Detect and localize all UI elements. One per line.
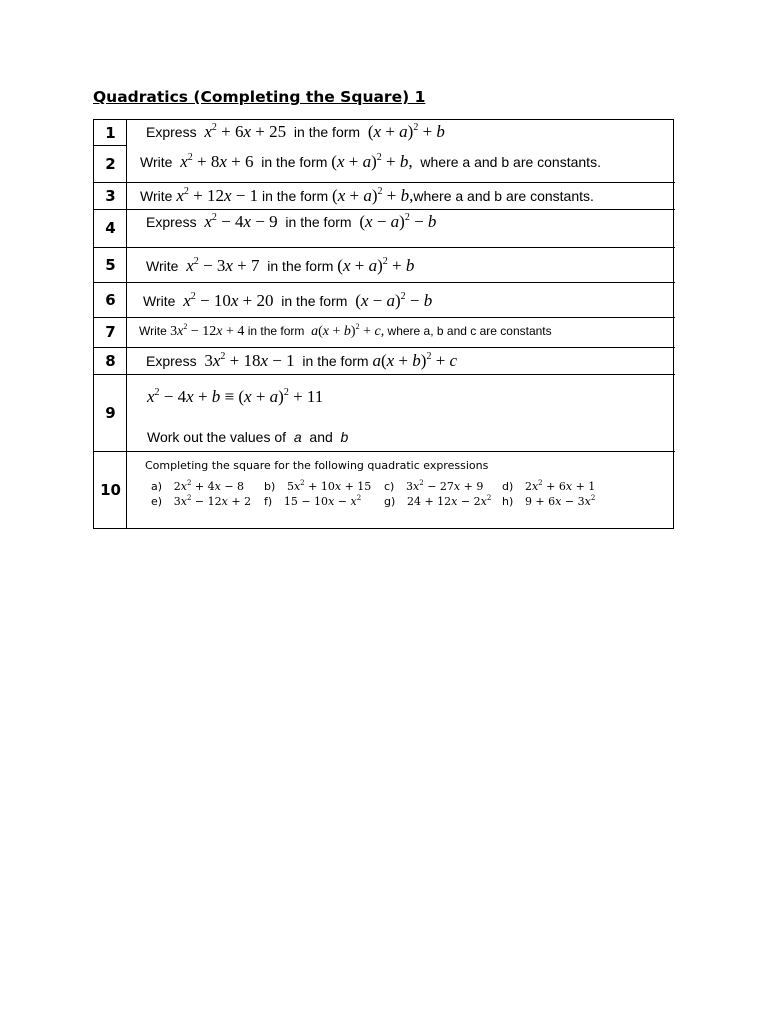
row-divider [94,182,675,183]
question-1: Express $x^2 + 6x + 25$ in the form $(x + a)^2 + b$ [146,122,445,141]
question-3: Write $x^2 + 12x - 1$ in the form $(x + a)^2$ + b,where a and b are constants. [140,186,594,205]
question-number: 2 [105,155,116,173]
question-10-part-g: g) $24 + 12x - 2x^2$ [384,494,492,508]
math-expression: $x^2 - 3x + 7$ [186,256,260,275]
question-10-part-e: e) $3x^2 - 12x + 2$ [151,494,252,508]
question-8: Express $3x^2 + 18x - 1$ in the form $a(x + b)^2 + c$ [146,351,458,370]
page-title: Quadratics (Completing the Square) 1 [93,88,426,106]
math-expression: $(x - a)^2 - b$ [355,291,433,310]
math-expression: $a(x + b)^2 + c$, [311,322,385,339]
math-expression: $(x - a)^2 - b$ [359,212,437,231]
question-number: 9 [105,403,116,422]
math-expression: $a(x + b)^2 + c$ [372,351,458,370]
question-9-identity [147,387,323,407]
row-divider [94,282,675,283]
row-divider [94,347,675,348]
math-expression: $x^2 - 4x - 9$ [204,212,278,231]
question-number: 6 [105,290,116,309]
question-4: Express $x^2 - 4x - 9$ in the form $(x - a)^2 - b$ [146,212,437,231]
question-10-intro: Completing the square for the following quadratic expressions [145,459,489,472]
math-expression: $x^2 + 8x + 6$ [180,152,254,171]
question-2: Write $x^2 + 8x + 6$ in the form $(x + a)^2 + b$, where a and b are constants. [140,152,601,171]
question-number: 3 [105,186,116,205]
math-expression: $x^2 - 10x + 20$ [183,291,274,310]
question-number: 8 [105,351,116,370]
math-expression: $3x^2 + 18x - 1$ [204,351,295,370]
math-expression: $3x^2 - 12x + 4$ [170,322,245,339]
question-10-part-d: d) $2x^2 + 6x + 1$ [502,479,596,493]
question-number: 1 [105,124,116,142]
question-5: Write $x^2 - 3x + 7$ in the form $(x + a)^2 + b$ [146,256,415,275]
question-table [93,119,674,529]
question-7: Write $3x^2 - 12x + 4$ in the form $a(x + b)^2 + c$, where a, b and c are constants [139,322,552,339]
question-10-part-b: b) $5x^2 + 10x + 15$ [264,479,372,493]
question-10-part-f: f) $15 - 10x - x^2$ [264,494,362,508]
question-10-part-h: h) $9 + 6x - 3x^2$ [502,494,596,508]
row-divider [94,374,675,375]
question-number: 10 [100,481,121,499]
math-expression: $(x + a)^2 + b$, [332,186,414,205]
row-divider [94,451,675,452]
row-divider [94,317,675,318]
question-10-part-a: a) $2x^2 + 4x - 8$ [151,479,245,493]
math-expression: $x^2 + 12x - 1$ [176,186,259,205]
math-expression: $x^2 - 4x + b \equiv (x + a)^2 + 11$ [147,387,324,406]
question-number: 4 [105,219,116,237]
math-expression: $(x + a)^2 + b$ [337,256,415,275]
math-expression: $(x + a)^2 + b$ [367,122,445,141]
math-expression: $(x + a)^2 + b$, [331,152,413,171]
row-divider [94,209,675,210]
question-10-part-c: c) $3x^2 - 27x + 9$ [384,479,484,493]
question-number: 7 [105,323,116,341]
question-9-prompt: Work out the values of a and b [147,429,349,445]
row-divider [94,247,675,248]
question-6: Write $x^2 - 10x + 20$ in the form $(x - a)^2 - b$ [143,291,433,310]
math-expression: $x^2 + 6x + 25$ [204,122,287,141]
question-number: 5 [105,255,116,274]
